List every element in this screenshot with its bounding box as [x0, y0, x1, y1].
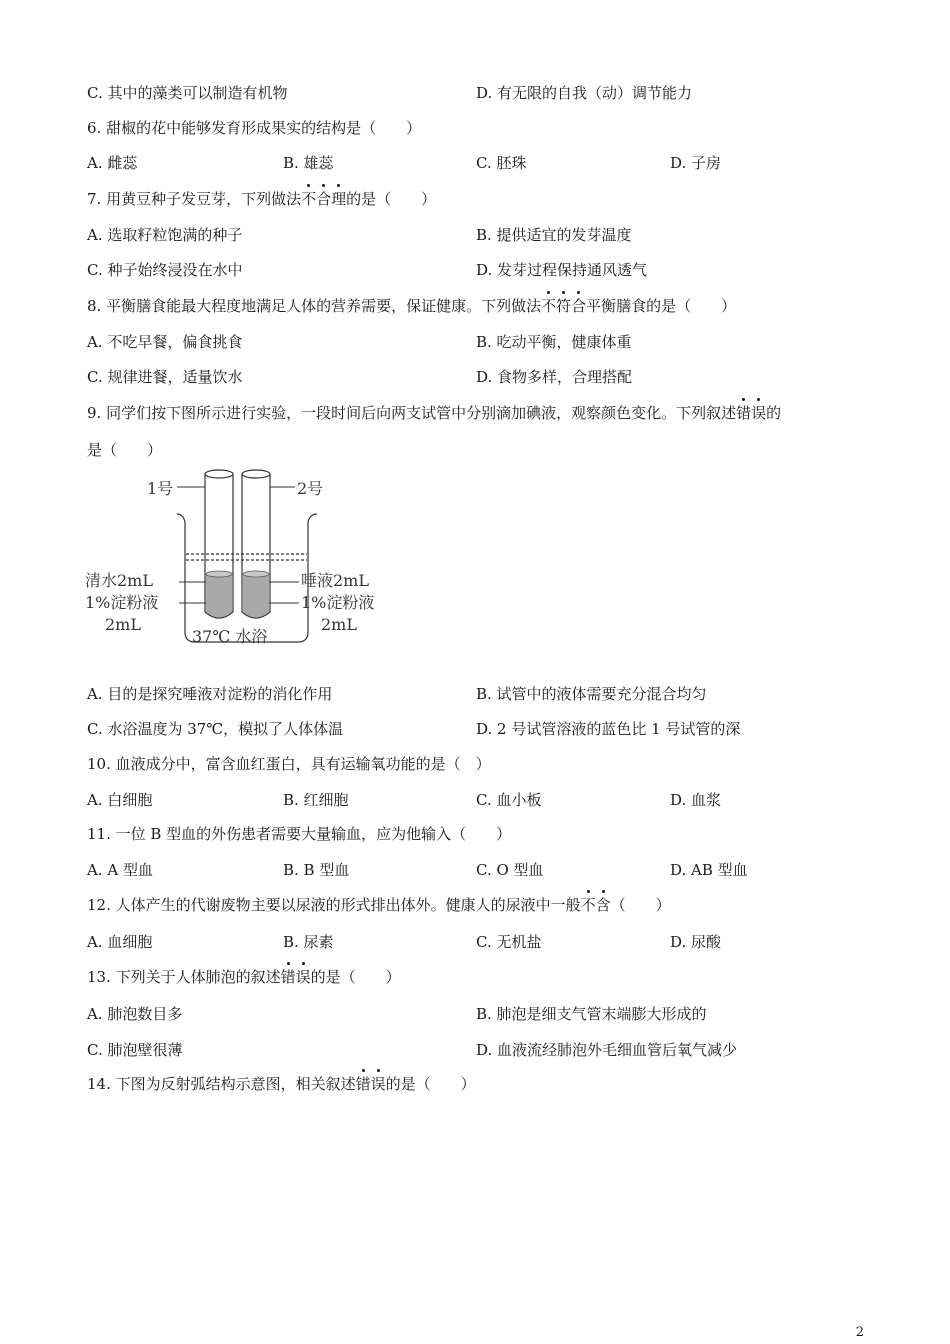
q9-stem-continued: 是（ ） [87, 441, 163, 459]
q8-option-b: B. 吃动平衡，健康体重 [476, 333, 632, 351]
q6-option-a: A. 雌蕊 [87, 154, 138, 172]
q9-option-a: A. 目的是探究唾液对淀粉的消化作用 [87, 685, 333, 703]
q5-option-c: C. 其中的藻类可以制造有机物 [87, 84, 288, 102]
page-number: 2 [855, 1325, 864, 1340]
right-label-line3: 2mL [321, 615, 357, 634]
q7-option-d: D. 发芽过程保持通风透气 [476, 261, 648, 279]
q12-option-d: D. 尿酸 [670, 933, 722, 951]
q9-option-c: C. 水浴温度为 37℃，模拟了人体体温 [87, 720, 344, 738]
q10-stem: 10. 血液成分中，富含血红蛋白，具有运输氧功能的是（ ） [87, 755, 491, 773]
q9-stem: 9. 同学们按下图所示进行实验，一段时间后向两支试管中分别滴加碘液，观察颜色变化。下列叙述错误的 [87, 404, 782, 422]
q12-stem: 12. 人体产生的代谢废物主要以尿液的形式排出体外。健康人的尿液中一般不含（ ） [87, 896, 671, 914]
q11-option-c: C. O 型血 [476, 861, 544, 879]
q10-option-d: D. 血浆 [670, 791, 722, 809]
q13-stem: 13. 下列关于人体肺泡的叙述错误的是（ ） [87, 968, 401, 986]
q6-option-c: C. 胚珠 [476, 154, 527, 172]
q7-option-b: B. 提供适宜的发芽温度 [476, 226, 632, 244]
q8-stem: 8. 平衡膳食能最大程度地满足人体的营养需要，保证健康。下列做法不符合平衡膳食的是（ ） [87, 297, 737, 315]
tube-1-label: 1号 [147, 479, 174, 498]
q13-option-a: A. 肺泡数目多 [87, 1005, 183, 1023]
q7-option-c: C. 种子始终浸没在水中 [87, 261, 243, 279]
q7-option-a: A. 选取籽粒饱满的种子 [87, 226, 243, 244]
q10-option-c: C. 血小板 [476, 791, 542, 809]
q11-option-b: B. B 型血 [283, 861, 350, 879]
q8-option-c: C. 规律进餐，适量饮水 [87, 368, 243, 386]
q9-option-b: B. 试管中的液体需要充分混合均匀 [476, 685, 707, 703]
left-label-line3: 2mL [105, 615, 141, 634]
q12-option-a: A. 血细胞 [87, 933, 153, 951]
q11-option-d: D. AB 型血 [670, 861, 748, 879]
experiment-diagram [85, 462, 395, 657]
q6-option-d: D. 子房 [670, 154, 722, 172]
q11-option-a: A. A 型血 [87, 861, 153, 879]
q13-option-c: C. 肺泡壁很薄 [87, 1041, 183, 1059]
q10-option-b: B. 红细胞 [283, 791, 349, 809]
water-bath-label: 37℃ 水浴 [192, 627, 268, 646]
q12-option-b: B. 尿素 [283, 933, 334, 951]
q14-stem: 14. 下图为反射弧结构示意图，相关叙述错误的是（ ） [87, 1075, 476, 1093]
q6-option-b: B. 雄蕊 [283, 154, 334, 172]
q8-option-d: D. 食物多样，合理搭配 [476, 368, 633, 386]
q8-option-a: A. 不吃早餐，偏食挑食 [87, 333, 243, 351]
left-label-line2: 1%淀粉液 [85, 593, 159, 612]
q10-option-a: A. 白细胞 [87, 791, 153, 809]
q5-option-d: D. 有无限的自我（动）调节能力 [476, 84, 693, 102]
q11-stem: 11. 一位 B 型血的外伤患者需要大量输血，应为他输入（ ） [87, 825, 512, 843]
q7-stem: 7. 用黄豆种子发豆芽，下列做法不合理的是（ ） [87, 190, 437, 208]
right-label-line1: 唾液2mL [301, 571, 369, 590]
q13-option-b: B. 肺泡是细支气管末端膨大形成的 [476, 1005, 707, 1023]
left-label-line1: 清水2mL [85, 571, 153, 590]
q6-stem: 6. 甜椒的花中能够发育形成果实的结构是（ ） [87, 119, 422, 137]
q13-option-d: D. 血液流经肺泡外毛细血管后氧气减少 [476, 1041, 738, 1059]
q9-option-d: D. 2 号试管溶液的蓝色比 1 号试管的深 [476, 720, 741, 738]
right-label-line2: 1%淀粉液 [301, 593, 375, 612]
tube-2-label: 2号 [297, 479, 324, 498]
q12-option-c: C. 无机盐 [476, 933, 542, 951]
